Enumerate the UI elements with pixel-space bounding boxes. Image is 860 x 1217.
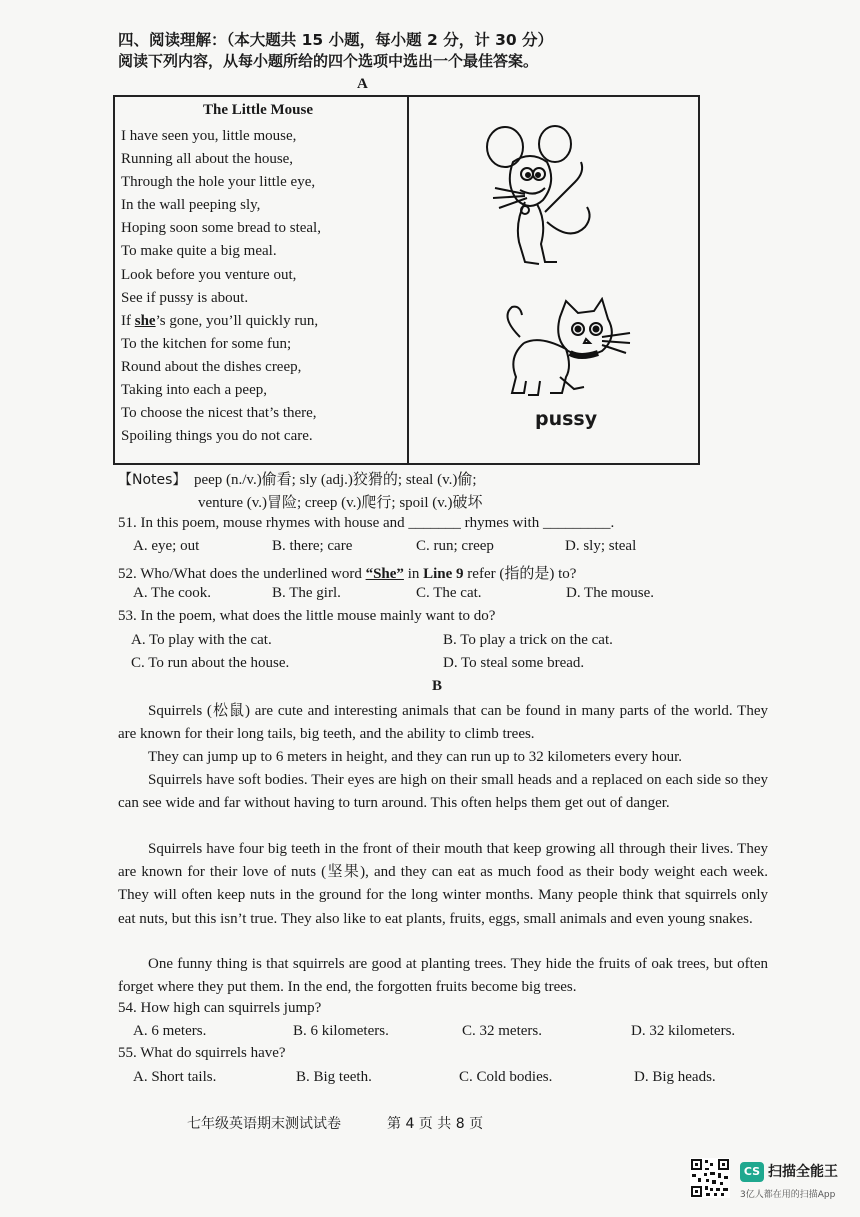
footer-page-number: 第 4 页 共 8 页 (387, 1116, 484, 1132)
option-55-a: A. Short tails. (133, 1069, 217, 1085)
underlined-word-she: she (134, 312, 156, 329)
notes-label: 【Notes】 (118, 472, 187, 488)
part-b-label: B (432, 678, 443, 694)
poem-lines (121, 125, 321, 448)
scanner-badge-icon: CS (740, 1162, 764, 1182)
poem-line: I have seen you, little mouse, (121, 128, 297, 144)
passage-b-paragraph-5: One funny thing is that squirrels are good at planting trees. They hide the fruits of oak trees, but often forget where they put them. In the end, the forgotten fruits become big trees. (118, 956, 768, 996)
notes-line-1: peep (n./v.)偷看; sly (adj.)狡猾的; steal (v.)偷; (193, 472, 477, 488)
passage-b-paragraph-3: Squirrels have soft bodies. Their eyes are high on their small heads and a replaced on each side so they can see wide and far without having to turn around. This often helps them get out of danger. (118, 772, 768, 812)
pussy-label: pussy (535, 408, 598, 430)
option-54-d: D. 32 kilometers. (631, 1023, 736, 1039)
scanner-tagline: 3亿人都在用的扫描App (740, 1190, 836, 1200)
option-55-b: B. Big teeth. (296, 1069, 372, 1085)
option-53-d: D. To steal some bread. (443, 655, 585, 671)
option-53-a: A. To play with the cat. (131, 632, 272, 648)
poem-line: To the kitchen for some fun; (121, 335, 292, 352)
option-55-c: C. Cold bodies. (459, 1069, 553, 1085)
poem-box (113, 95, 700, 465)
notes-line-2: venture (v.)冒险; creep (v.)爬行; spoil (v.)破坏 (198, 495, 483, 511)
qr-code-icon (690, 1158, 730, 1198)
option-51-d: D. sly; steal (565, 538, 637, 554)
section-title: 四、阅读理解：（本大题共 15 小题，每小题 2 分，计 30 分） (118, 31, 554, 49)
poem-divider (407, 97, 409, 463)
poem-line-9: If she’s gone, you’ll quickly run, (121, 312, 319, 329)
option-53-c: C. To run about the house. (131, 655, 290, 671)
poem-line: Hoping soon some bread to steal, (121, 220, 321, 237)
underlined-she-ref: “She” (365, 566, 404, 582)
poem-line: In the wall peeping sly, (121, 197, 261, 214)
option-54-b: B. 6 kilometers. (293, 1023, 389, 1039)
notes (118, 469, 483, 515)
option-55-d: D. Big heads. (634, 1069, 716, 1085)
footer-exam-title: 七年级英语期末测试试卷 (187, 1116, 341, 1132)
option-53-b: B. To play a trick on the cat. (443, 632, 613, 648)
passage-b-paragraph-2: They can jump up to 6 meters in height, and they can run up to 32 kilometers every hour. (148, 749, 683, 765)
poem-line: See if pussy is about. (121, 289, 249, 306)
poem-line: Taking into each a peep, (121, 382, 267, 399)
question-51: 51. In this poem, mouse rhymes with house and _______ rhymes with _________. (118, 515, 615, 531)
passage-b-paragraph-1: Squirrels (松鼠) are cute and interesting animals that can be found in many parts of the world. They are known for their long tails, big teeth, and the ability to climb trees. (118, 703, 768, 743)
poem-line: Look before you venture out, (121, 266, 297, 283)
option-51-b: B. there; care (272, 538, 353, 554)
poem-title: The Little Mouse (203, 102, 313, 118)
cat-illustration (490, 297, 640, 407)
question-55: 55. What do squirrels have? (118, 1045, 286, 1061)
option-51-c: C. run; creep (416, 538, 494, 554)
question-52: 52. Who/What does the underlined word “She” in Line 9 refer (指的是) to? (118, 566, 577, 582)
option-54-c: C. 32 meters. (462, 1023, 542, 1039)
question-54: 54. How high can squirrels jump? (118, 1000, 322, 1016)
section-instruction: 阅读下列内容，从每小题所给的四个选项中选出一个最佳答案。 (118, 52, 539, 70)
option-52-c: C. The cat. (416, 585, 482, 601)
option-52-d: D. The mouse. (566, 585, 655, 601)
question-53: 53. In the poem, what does the little mouse mainly want to do? (118, 608, 496, 624)
passage-b-paragraph-4: Squirrels have four big teeth in the front of their mouth that keep growing all through their lives. They are known for their love of nuts (坚果), and they can eat as much food as their body weight each week. They will often keep nuts in the ground for the long winter months. Many people think that squirrels only eat nuts, but this isn’t true. They also like to eat plants, fruits, eggs, small animals and even young snakes. (118, 841, 768, 927)
mouse-illustration (475, 122, 605, 277)
option-51-a: A. eye; out (133, 538, 200, 554)
poem-line: To choose the nicest that’s there, (121, 405, 317, 422)
option-52-a: A. The cook. (133, 585, 212, 601)
option-54-a: A. 6 meters. (133, 1023, 207, 1039)
scanner-app-name: 扫描全能王 (768, 1164, 838, 1180)
option-52-b: B. The girl. (272, 585, 341, 601)
poem-line: Through the hole your little eye, (121, 174, 316, 191)
poem-line: Spoiling things you do not care. (121, 428, 313, 445)
poem-line: To make quite a big meal. (121, 243, 277, 260)
poem-line: Running all about the house, (121, 151, 294, 168)
part-a-label: A (357, 76, 368, 92)
poem-line: Round about the dishes creep, (121, 358, 302, 375)
